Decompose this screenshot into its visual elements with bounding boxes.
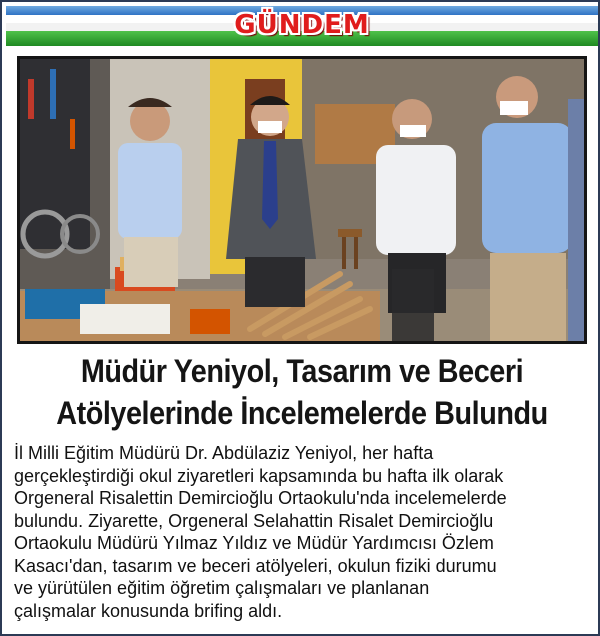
news-photo-illustration — [20, 59, 584, 341]
body-line: gerçekleştirdiği okul ziyaretleri kapsamında bu hafta ilk olarak — [14, 465, 504, 486]
body-line: İl Milli Eğitim Müdürü Dr. Abdülaziz Yeniyol, her hafta — [14, 443, 434, 463]
body-line: bulundu. Ziyarette, Orgeneral Selahattin Risalet Demircioğlu — [14, 510, 494, 531]
body-line: Ortaokulu Müdürü Yılmaz Yıldız ve Müdür Yardımcısı Özlem — [14, 533, 494, 553]
headline-line-1: Müdür Yeniyol, Tasarım ve Beceri — [80, 353, 524, 389]
news-photo — [17, 56, 587, 344]
body-line: ve yürütülen eğitim öğretim çalışmaları ve planlanan — [14, 578, 430, 598]
article-body — [14, 442, 594, 622]
section-label: GÜNDEM — [234, 10, 370, 40]
headline-line-2: Atölyelerinde İncelemelerde Bulundu — [56, 395, 548, 431]
section-banner — [6, 6, 598, 46]
body-line: Kasacı'dan, tasarım ve beceri atölyeleri, okulun fiziki durumu — [14, 555, 497, 576]
headline — [37, 350, 566, 434]
body-line: çalışmalar konusunda brifing aldı. — [14, 600, 283, 621]
body-line: Orgeneral Risalettin Demircioğlu Ortaokulu'nda incelemelerde — [14, 488, 507, 508]
